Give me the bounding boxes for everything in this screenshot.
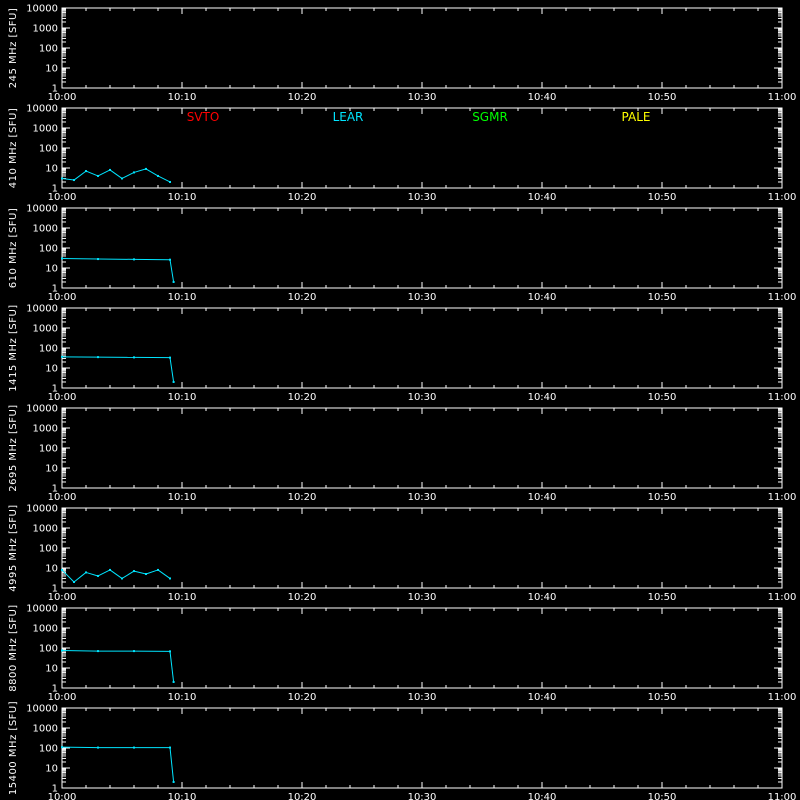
- y-tick-label: 100: [38, 643, 58, 655]
- panel-2: [8, 204, 796, 304]
- x-tick-label: 10:30: [407, 392, 437, 403]
- x-tick-label: 10:20: [287, 792, 317, 800]
- x-tick-label: 10:40: [527, 492, 557, 503]
- x-tick-label: 11:00: [767, 692, 797, 703]
- x-tick-label: 10:00: [47, 792, 77, 800]
- series-line: [158, 570, 170, 579]
- x-tick-label: 10:50: [647, 592, 677, 603]
- series-line: [170, 651, 174, 682]
- y-tick-label: 1000: [32, 123, 58, 135]
- y-tick-label: 1000: [32, 523, 58, 535]
- x-tick-label: 10:40: [527, 392, 557, 403]
- y-tick-label: 1: [51, 83, 58, 95]
- x-tick-label: 10:40: [527, 592, 557, 603]
- x-tick-label: 11:00: [767, 292, 797, 303]
- panel-frame: [62, 308, 782, 388]
- x-tick-label: 10:30: [407, 592, 437, 603]
- y-tick-label: 1: [51, 183, 58, 195]
- x-tick-label: 10:50: [647, 392, 677, 403]
- series-line: [146, 169, 158, 176]
- y-tick-label: 100: [38, 743, 58, 755]
- y-axis-label: 410 MHz [SFU]: [8, 107, 19, 189]
- x-tick-label: 10:50: [647, 492, 677, 503]
- x-tick-label: 11:00: [767, 392, 797, 403]
- panel-frame: [62, 408, 782, 488]
- x-tick-label: 10:10: [167, 292, 197, 303]
- y-tick-label: 100: [38, 443, 58, 455]
- panel-0: [8, 4, 796, 104]
- series-line: [110, 170, 122, 179]
- x-tick-label: 10:00: [47, 492, 77, 503]
- y-tick-label: 10000: [26, 203, 58, 215]
- x-tick-label: 10:40: [527, 292, 557, 303]
- legend-item-lear: LEAR: [332, 110, 364, 124]
- panel-4: [8, 404, 796, 504]
- x-tick-label: 10:20: [287, 592, 317, 603]
- x-tick-label: 10:30: [407, 192, 437, 203]
- panel-frame: [62, 508, 782, 588]
- x-tick-label: 10:10: [167, 592, 197, 603]
- y-axis-label: 15400 MHz [SFU]: [8, 700, 19, 796]
- y-tick-label: 10: [45, 563, 58, 575]
- y-tick-label: 1: [51, 583, 58, 595]
- x-tick-label: 10:40: [527, 792, 557, 800]
- x-tick-label: 10:40: [527, 92, 557, 103]
- y-tick-label: 10: [45, 463, 58, 475]
- x-tick-label: 10:10: [167, 792, 197, 800]
- x-tick-label: 10:10: [167, 92, 197, 103]
- y-tick-label: 10: [45, 763, 58, 775]
- x-tick-label: 10:20: [287, 292, 317, 303]
- y-tick-label: 1: [51, 483, 58, 495]
- y-tick-label: 10: [45, 63, 58, 75]
- y-tick-label: 100: [38, 543, 58, 555]
- legend-item-pale: PALE: [621, 110, 651, 124]
- y-tick-label: 10: [45, 163, 58, 175]
- panel-7: [8, 701, 796, 800]
- y-axis-label: 8800 MHz [SFU]: [8, 604, 19, 692]
- x-tick-label: 11:00: [767, 592, 797, 603]
- panel-1: [8, 104, 796, 204]
- series-line: [74, 572, 86, 582]
- y-tick-label: 1: [51, 383, 58, 395]
- panel-5: [8, 504, 796, 604]
- x-tick-label: 10:00: [47, 392, 77, 403]
- series-line: [98, 570, 110, 576]
- y-tick-label: 1: [51, 683, 58, 695]
- panel-3: [8, 304, 796, 404]
- y-tick-label: 1000: [32, 423, 58, 435]
- x-tick-label: 10:50: [647, 192, 677, 203]
- y-tick-label: 1: [51, 783, 58, 795]
- panel-frame: [62, 608, 782, 688]
- y-tick-label: 10: [45, 663, 58, 675]
- y-tick-label: 10: [45, 363, 58, 375]
- x-tick-label: 10:50: [647, 692, 677, 703]
- x-tick-label: 10:30: [407, 692, 437, 703]
- x-tick-label: 10:10: [167, 692, 197, 703]
- y-tick-label: 100: [38, 143, 58, 155]
- y-axis-label: 4995 MHz [SFU]: [8, 504, 19, 592]
- y-tick-label: 100: [38, 343, 58, 355]
- series-line: [122, 172, 134, 178]
- y-tick-label: 100: [38, 243, 58, 255]
- x-tick-label: 10:10: [167, 192, 197, 203]
- x-tick-label: 10:50: [647, 292, 677, 303]
- x-tick-label: 10:20: [287, 692, 317, 703]
- series-line: [122, 571, 134, 578]
- y-tick-label: 1000: [32, 623, 58, 635]
- legend-item-sgmr: SGMR: [472, 110, 508, 124]
- x-tick-label: 10:30: [407, 492, 437, 503]
- x-tick-label: 10:20: [287, 192, 317, 203]
- series-line: [86, 572, 98, 576]
- panel-frame: [62, 8, 782, 88]
- x-tick-label: 10:10: [167, 492, 197, 503]
- y-tick-label: 1000: [32, 723, 58, 735]
- x-tick-label: 10:20: [287, 92, 317, 103]
- x-tick-label: 10:00: [47, 292, 77, 303]
- x-tick-label: 10:20: [287, 392, 317, 403]
- y-tick-label: 10000: [26, 503, 58, 515]
- x-tick-label: 10:40: [527, 692, 557, 703]
- x-tick-label: 10:00: [47, 192, 77, 203]
- y-tick-label: 1000: [32, 23, 58, 35]
- panel-6: [8, 604, 796, 704]
- y-axis-label: 245 MHz [SFU]: [8, 7, 19, 89]
- x-tick-label: 10:00: [47, 592, 77, 603]
- y-axis-label: 1415 MHz [SFU]: [8, 304, 19, 392]
- y-tick-label: 1000: [32, 323, 58, 335]
- x-tick-label: 10:30: [407, 792, 437, 800]
- y-tick-label: 10000: [26, 303, 58, 315]
- x-tick-label: 10:40: [527, 192, 557, 203]
- panel-frame: [62, 108, 782, 188]
- series-line: [158, 176, 170, 182]
- series-line: [74, 171, 86, 180]
- series-line: [62, 650, 98, 651]
- panel-frame: [62, 208, 782, 288]
- x-tick-label: 10:10: [167, 392, 197, 403]
- x-tick-label: 10:30: [407, 292, 437, 303]
- series-line: [110, 570, 122, 579]
- y-tick-label: 10000: [26, 3, 58, 15]
- series-line: [146, 570, 158, 574]
- y-tick-label: 10000: [26, 103, 58, 115]
- y-tick-label: 10000: [26, 403, 58, 415]
- x-tick-label: 10:00: [47, 92, 77, 103]
- x-tick-label: 11:00: [767, 492, 797, 503]
- series-line: [62, 178, 74, 180]
- y-tick-label: 1: [51, 283, 58, 295]
- x-tick-label: 10:20: [287, 492, 317, 503]
- x-tick-label: 10:50: [647, 92, 677, 103]
- series-line: [86, 171, 98, 176]
- series-line: [170, 260, 174, 282]
- series-line: [62, 258, 98, 259]
- y-tick-label: 100: [38, 43, 58, 55]
- legend-item-svto: SVTO: [186, 110, 220, 124]
- series-line: [134, 169, 146, 173]
- series-line: [98, 170, 110, 176]
- x-tick-label: 10:30: [407, 92, 437, 103]
- x-tick-label: 11:00: [767, 192, 797, 203]
- y-axis-label: 610 MHz [SFU]: [8, 207, 19, 289]
- y-tick-label: 10: [45, 263, 58, 275]
- y-tick-label: 10000: [26, 603, 58, 615]
- y-tick-label: 10000: [26, 703, 58, 715]
- x-tick-label: 10:50: [647, 792, 677, 800]
- x-tick-label: 11:00: [767, 92, 797, 103]
- x-tick-label: 10:00: [47, 692, 77, 703]
- y-axis-label: 2695 MHz [SFU]: [8, 404, 19, 492]
- series-line: [170, 748, 174, 782]
- y-tick-label: 1000: [32, 223, 58, 235]
- x-tick-label: 11:00: [767, 792, 797, 800]
- series-line: [170, 358, 174, 382]
- series-line: [134, 571, 146, 574]
